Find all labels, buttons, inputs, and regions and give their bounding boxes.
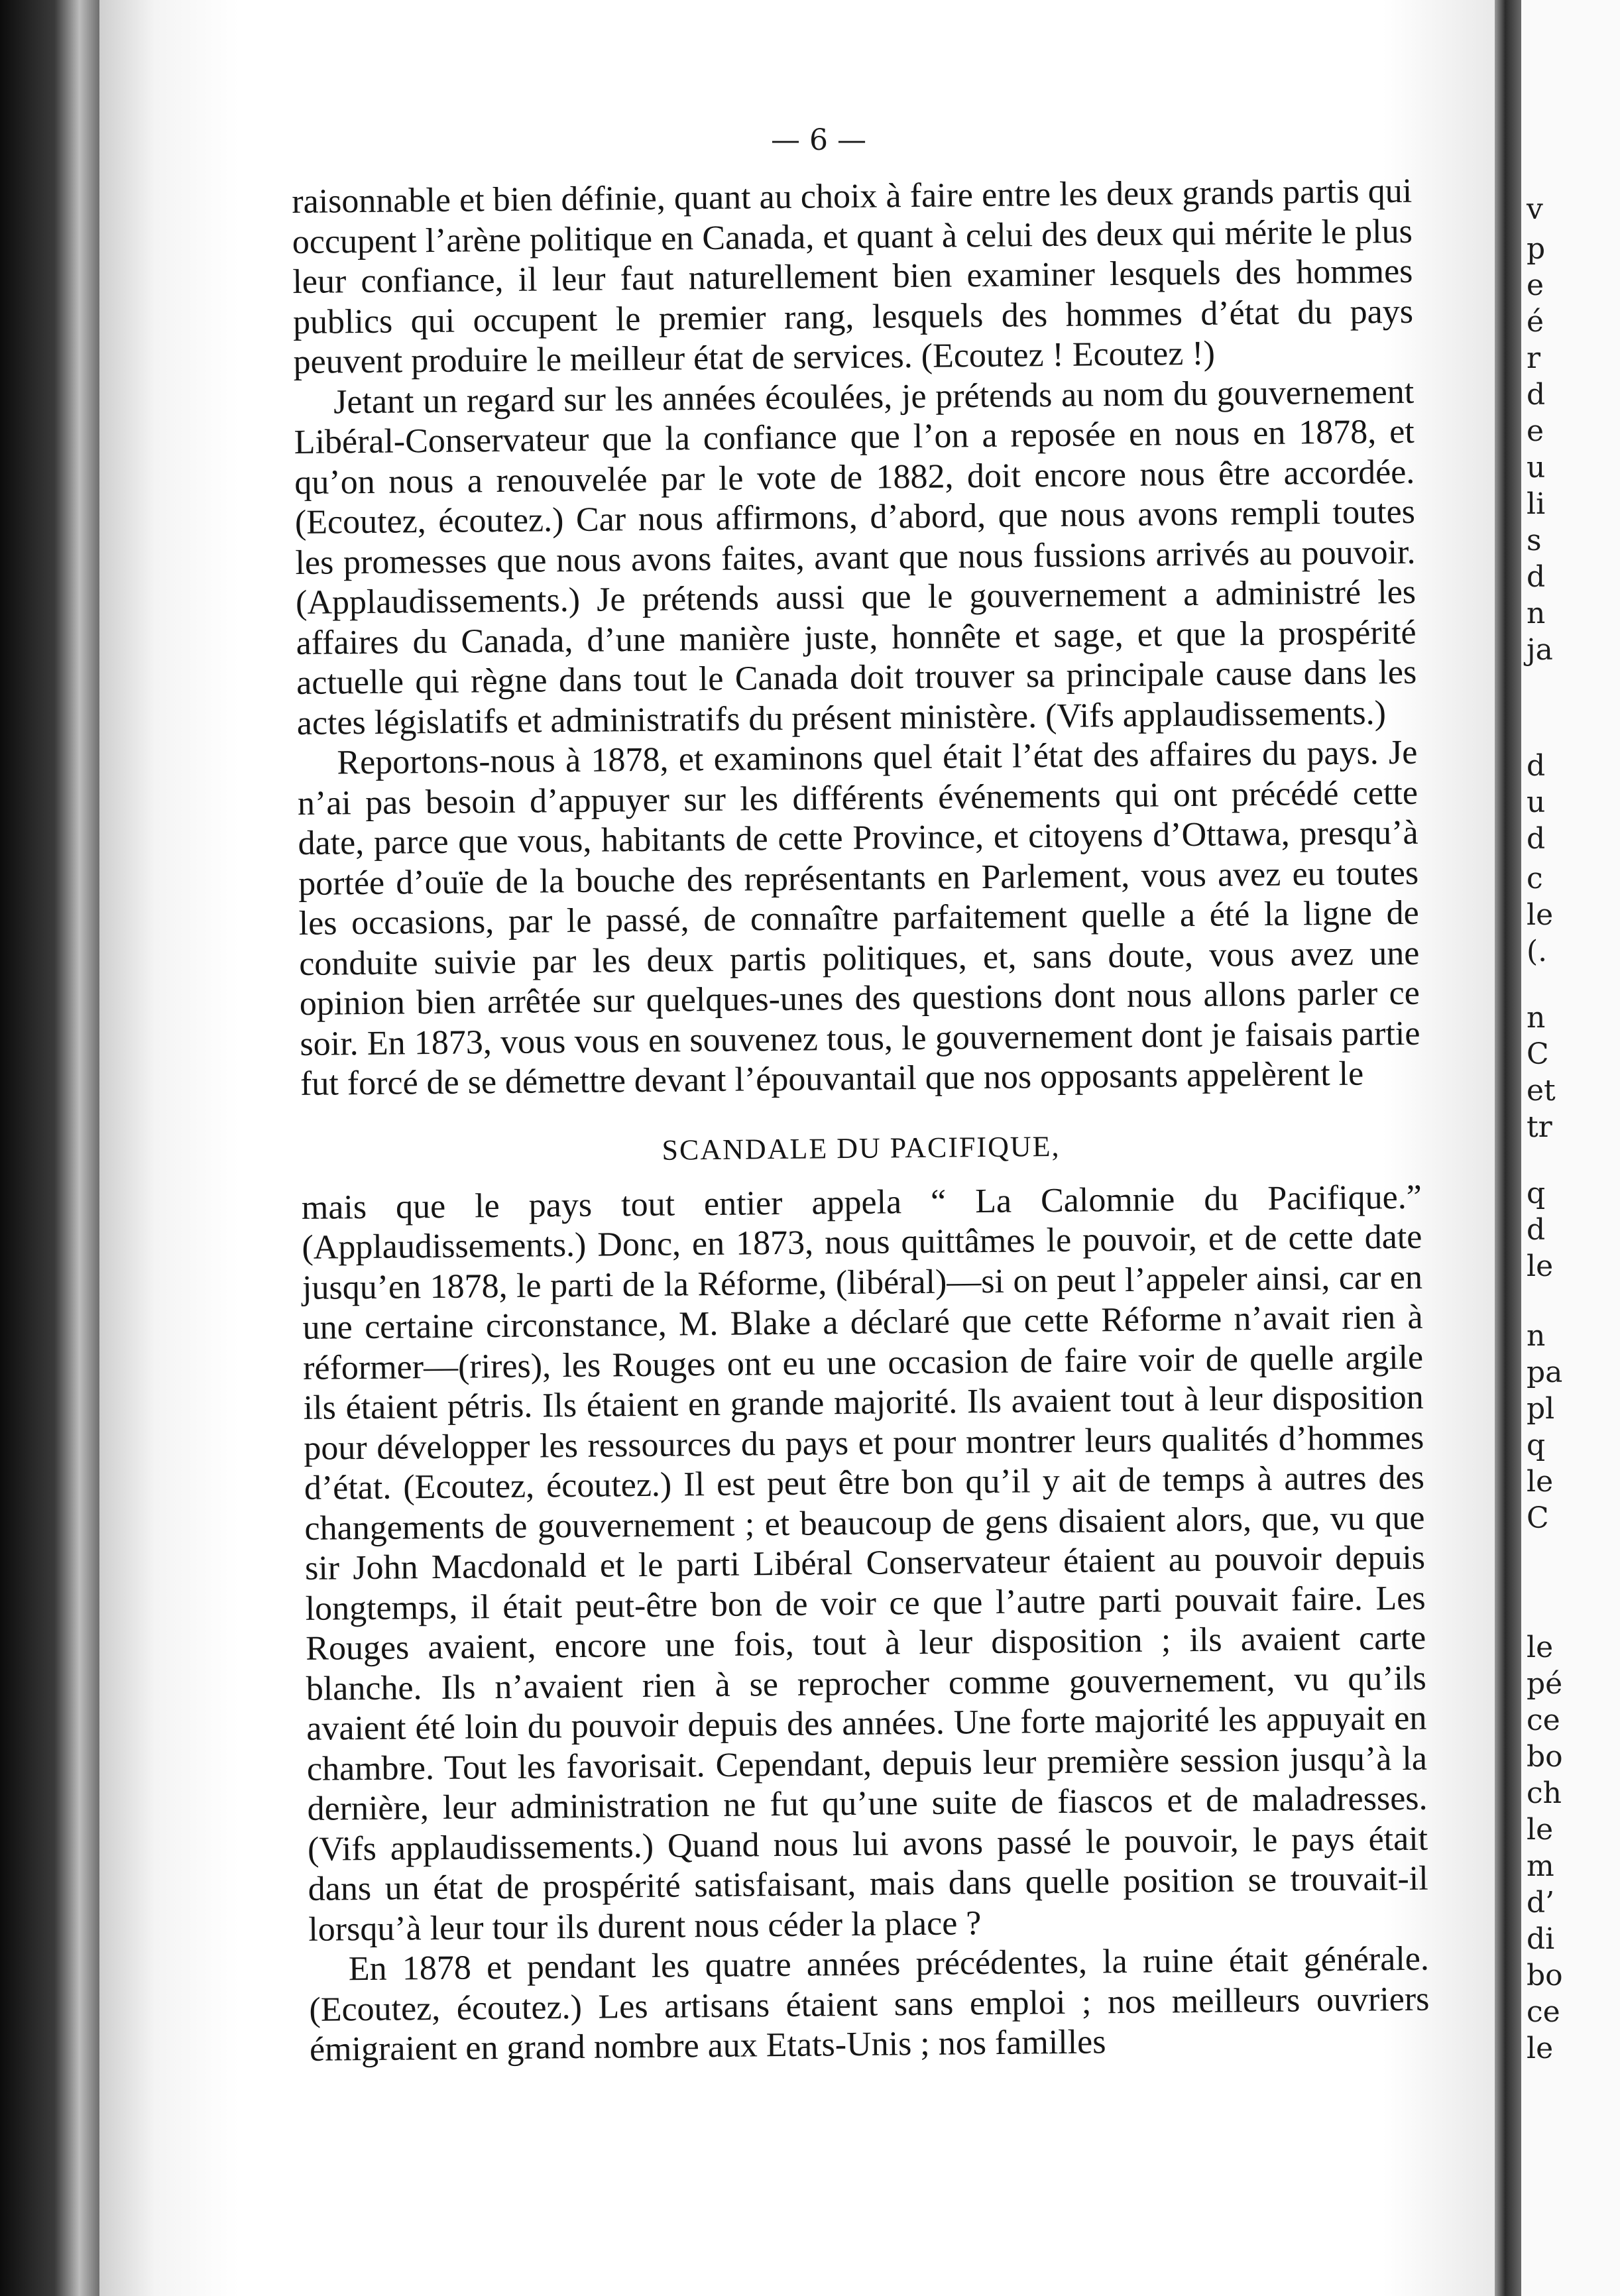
page-number: — 6 — [771, 123, 866, 157]
paragraph: Jetant un regard sur les années écoulées, je prétends au nom du gouvernement Libéral-Conservateur que la confiance que l’on a reposée en nous en 1878, et qu’on nous a renouvelée par le vote de 1882, doit encore nous être accordée. (Ecoutez, écoutez.) Car nous affirmons, d’abord, que nous avons rempli toutes les promesses que nous avons faites, avant que nous fussions arrivés au pouvoir. (Applaudissements.) Je prétends aussi que le gouvernement a administré les affaires du Canada, d’une manière juste, honnête et sage, et que la prospérité actuelle qui règne dans tout le Canada doit trouver sa principale cause dans les actes législatifs et administratifs du présent ministère. (Vifs applaudissements.) [294, 373, 1417, 742]
facing-page-fragment: e [1527, 268, 1544, 302]
facing-page-fragment: le [1527, 1465, 1554, 1499]
paragraph: mais que le pays tout entier appela “ La Calomnie du Pacifique.” (Applaudissements.) Donc, en 1873, nous quittâmes le pouvoir, et de cette date jusqu’en 1878, le parti de la Réforme, (libéral)—si on peut l’appeler ainsi, car en une certaine circonstance, M. Blake a déclaré que cette Réforme n’avait rien à réformer—(rires), les Rouges ont eu une occasion de faire voir de quelle argile ils étaient pétris. Ils étaient en grande majorité. Ils avaient tout à leur disposition pour développer les ressources du pays et pour montrer leurs qualités d’hommes d’état. (Ecoutez, écoutez.) Il est peut être bon qu’il y ait de temps à autres des changements de gouvernement ; et beaucoup de gens disaient alors, que, vu que sir John Macdonald et le parti Libéral Conservateur étaient au pouvoir depuis longtemps, il était peut-être bon de voir ce que l’autre parti pouvait faire. Les Rouges avaient, encore une fois, tout à leur disposition ; ils avaient carte blanche. Ils n’avaient rien à se reprocher comme gouvernement, vu qu’ils avaient été loin du pouvoir depuis des années. Une forte majorité les appuyait en chambre. Tout les favorisait. Cependant, depuis leur première session jusqu’à la dernière, leur administration ne fut qu’une suite de fiascos et de maladresses. (Vifs applaudissements.) Quand nous lui avons passé le pouvoir, le pays était dans un état de prospérité satisfaisant, mais dans quelle position se trouvait-il lorsqu’à leur tour ils durent nous céder la place ? [301, 1178, 1428, 1949]
facing-page-fragment: n [1527, 597, 1546, 630]
facing-page-fragment: le [1527, 2032, 1554, 2065]
facing-page-fragment: pl [1527, 1392, 1555, 1426]
facing-page-fragment: C [1527, 1037, 1549, 1071]
facing-page-fragment: (. [1527, 935, 1548, 968]
facing-page-fragment: u [1527, 785, 1546, 819]
facing-page-fragment: ja [1527, 633, 1553, 667]
facing-page-fragment: q [1527, 1177, 1546, 1210]
facing-page-fragment: d [1527, 822, 1546, 856]
section-heading: SCANDALE DU PACIFIQUE, [662, 1129, 1061, 1167]
facing-page-fragment: li [1527, 487, 1546, 521]
facing-page-fragment: n [1527, 1319, 1546, 1353]
facing-page-fragment: bo [1527, 1740, 1563, 1774]
facing-page-fragment: tr [1527, 1110, 1552, 1144]
facing-page-fragment: le [1527, 1249, 1554, 1283]
facing-page-fragment: c [1527, 862, 1543, 895]
facing-page-fragment: pa [1527, 1355, 1563, 1389]
facing-page-fragment: le [1527, 898, 1554, 932]
facing-page-fragment: d [1527, 1213, 1546, 1247]
facing-page-fragment: d [1527, 560, 1546, 594]
facing-page-fragment: u [1527, 451, 1546, 485]
page-gutter [1495, 0, 1521, 2296]
facing-page-fragment: le [1527, 1631, 1554, 1664]
facing-page-fragment: e [1527, 414, 1544, 448]
facing-page-fragment: C [1527, 1501, 1549, 1535]
facing-page-fragment: v [1527, 192, 1543, 226]
facing-page-fragment: d [1527, 378, 1546, 412]
paragraph: Reportons-nous à 1878, et examinons quel était l’état des affaires du pays. Je n’ai pas besoin d’appuyer sur les différents événements qui ont précédé cette date, parce que vous, habitants de cette Province, et citoyens d’Ottawa, presqu’à portée d’ouïe de la bouche des représentants en Parlement, vous avez eu toutes les occasions, par le passé, de connaître parfaitement quelle a été la ligne de conduite suivie par les deux partis politiques, et, sans doute, vous avez une opinion bien arrêtée sur quelques-unes des questions dont nous allons parler ce soir. En 1873, vous vous en souvenez tous, le gouvernement dont je faisais partie fut forcé de se démettre devant l’épouvantail que nos opposants appelèrent le [297, 733, 1420, 1103]
facing-page-fragment: d’ [1527, 1886, 1555, 1920]
facing-page-fragment: r [1527, 341, 1541, 375]
facing-page-fragment: le [1527, 1813, 1554, 1847]
paragraph: raisonnable et bien définie, quant au choix à faire entre les deux grands partis qui occupent l’arène politique en Canada, et quant à celui des deux qui mérite le plus leur confiance, il leur faut naturellement bien examiner lesquels des hommes publics qui occupent le premier rang, lesquels des hommes d’état du pays peuvent produire le meilleur état de services. (Ecoutez ! Ecoutez !) [292, 172, 1414, 381]
paragraph: En 1878 et pendant les quatre années précédentes, la ruine était générale. (Ecoutez, écoutez.) Les artisans étaient sans emploi ; nos meilleurs ouvriers émigraient en grand nombre aux Etats-Unis ; nos familles [309, 1939, 1430, 2069]
facing-page-fragment: ce [1527, 1995, 1560, 2029]
facing-page-edge [1521, 0, 1620, 2296]
facing-page-fragment: di [1527, 1922, 1555, 1956]
facing-page-fragment: d [1527, 749, 1546, 783]
facing-page-fragment: é [1527, 305, 1544, 339]
facing-page-fragment: bo [1527, 1959, 1563, 1992]
book-edge [0, 0, 99, 2296]
facing-page-fragment: m [1527, 1849, 1554, 1883]
facing-page-fragment: s [1527, 524, 1542, 557]
page-body [292, 172, 1430, 2071]
facing-page-fragment: pé [1527, 1667, 1563, 1701]
facing-page-fragment: et [1527, 1074, 1556, 1108]
facing-page-fragment: ch [1527, 1776, 1562, 1810]
facing-page-fragment: ce [1527, 1703, 1560, 1737]
facing-page-fragment: p [1527, 232, 1546, 266]
facing-page-fragment: n [1527, 1001, 1546, 1035]
facing-page-fragment: q [1527, 1428, 1546, 1462]
